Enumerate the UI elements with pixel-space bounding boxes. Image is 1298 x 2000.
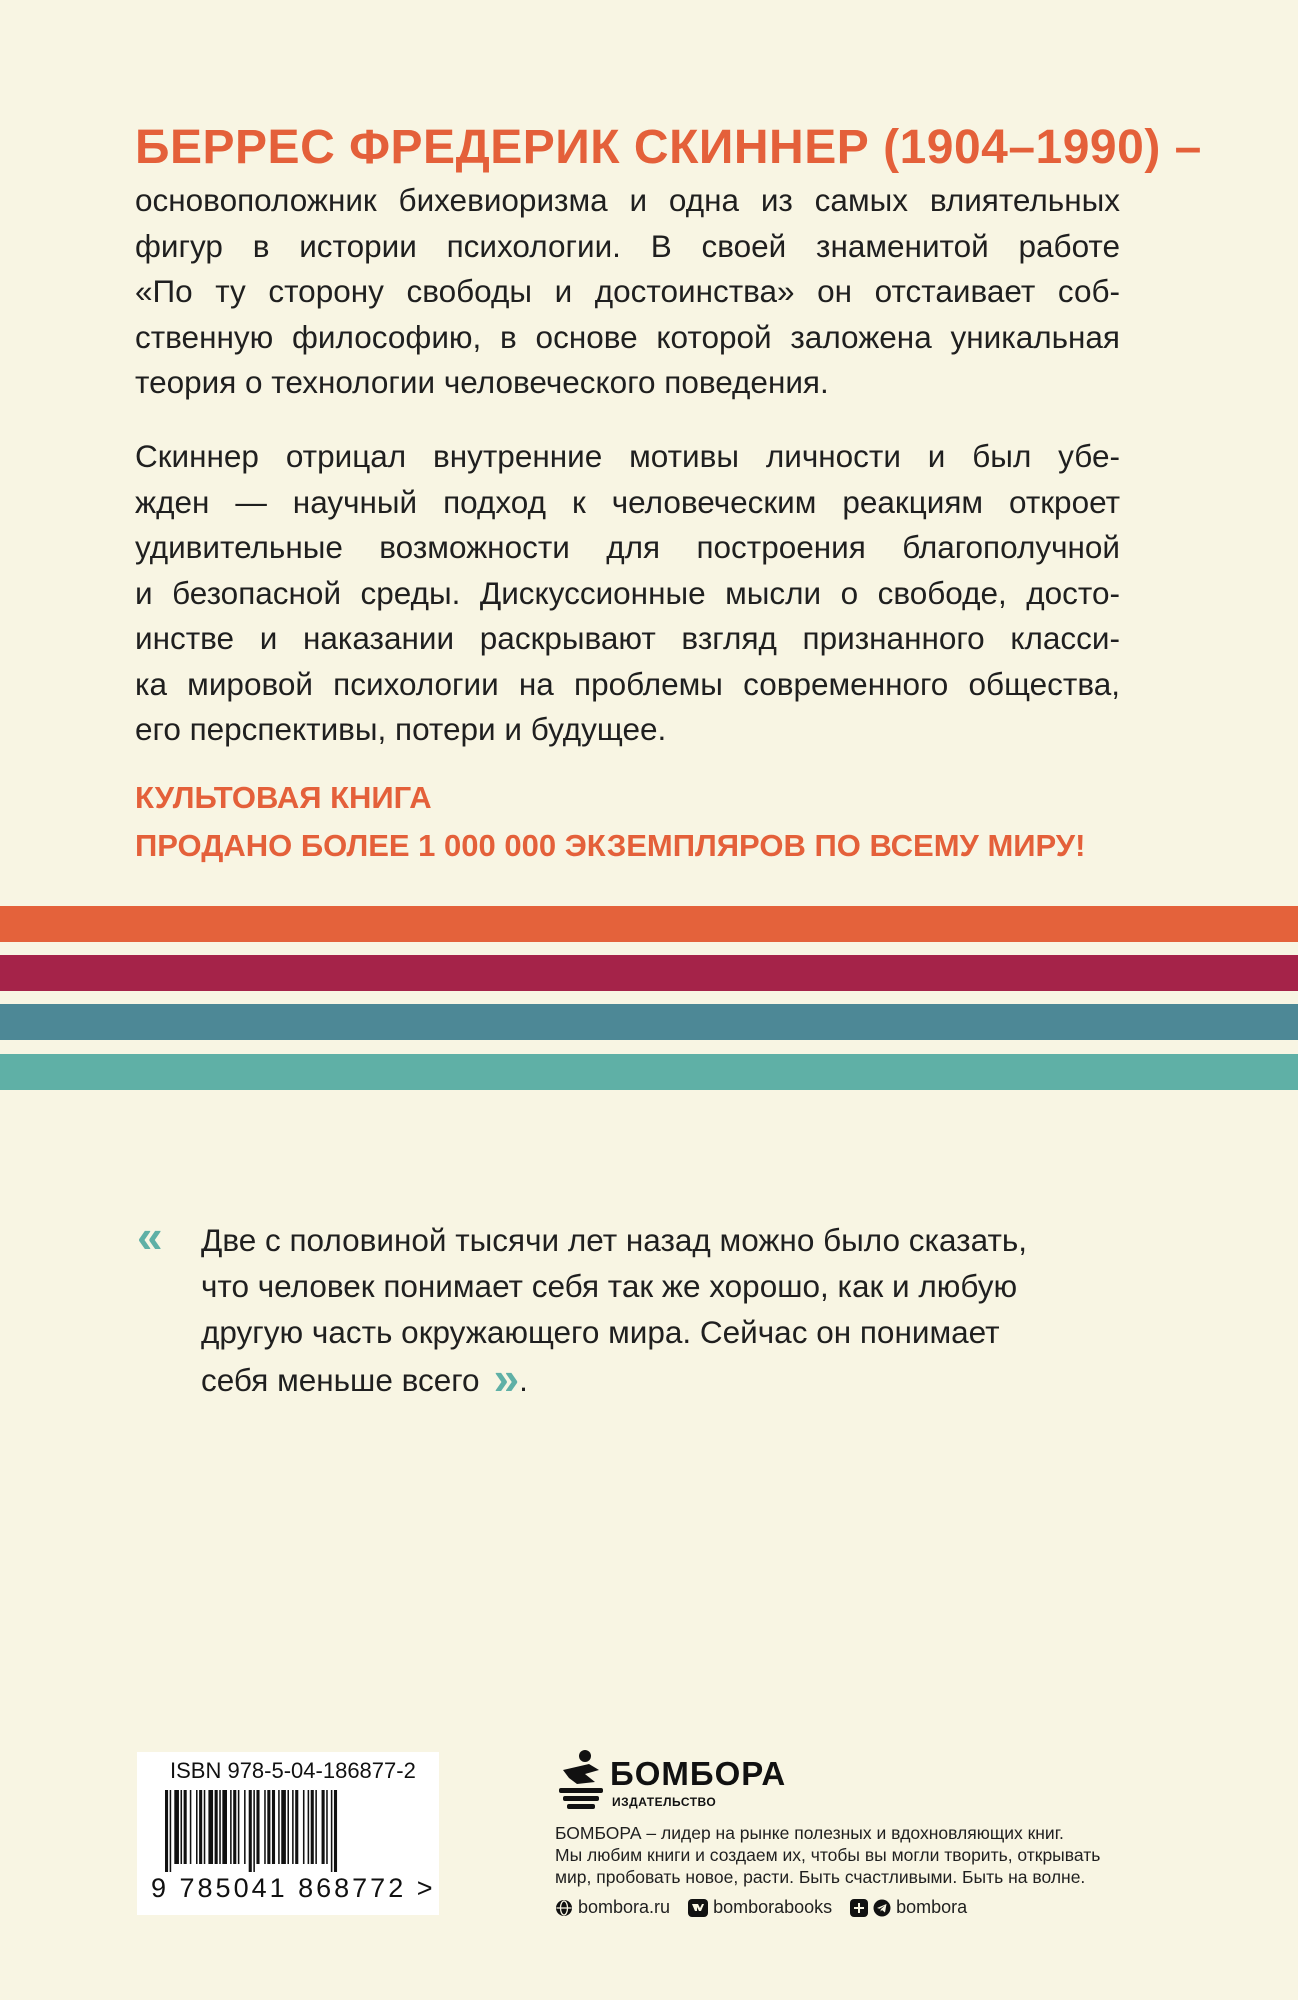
quote-line: себя меньше всего	[201, 1362, 480, 1398]
barcode-bar	[208, 1790, 213, 1864]
text-line: ственную философию, в основе которой заложена уникальная	[135, 318, 1120, 355]
decorative-stripe-blue	[0, 1004, 1298, 1040]
barcode-bar	[326, 1790, 328, 1864]
text-line: его перспективы, потери и будущее.	[135, 711, 667, 747]
decorative-stripe-crimson	[0, 955, 1298, 991]
text-line: жден — научный подход к человеческим реакциям откроет	[135, 483, 1120, 520]
plus-icon	[850, 1899, 868, 1917]
barcode-bar	[170, 1790, 172, 1872]
isbn-label: ISBN 978-5-04-186877-2	[170, 1758, 416, 1783]
text-line: теория о технологии человеческого поведения.	[135, 364, 829, 400]
barcode-bar	[253, 1790, 255, 1872]
text-line: БОМБОРА – лидер на рынке полезных и вдохновляющих книг.	[555, 1823, 1064, 1843]
vk-label: bomborabooks	[713, 1897, 833, 1917]
decorative-stripe-orange	[0, 906, 1298, 942]
barcode-bar	[331, 1790, 333, 1872]
barcode-bar	[272, 1790, 275, 1864]
barcode-bar	[256, 1790, 259, 1864]
barcode-bar	[196, 1790, 198, 1864]
barcode-bar	[233, 1790, 236, 1864]
text-line: и безопасной среды. Дискуссионные мысли о свободе, досто-	[135, 574, 1120, 611]
barcode-bar	[215, 1790, 218, 1864]
publisher-description	[555, 1822, 1135, 1888]
pull-quote	[137, 1210, 1117, 1404]
author-heading: БЕРРЕС ФРЕДЕРИК СКИННЕР (1904–1990) –	[135, 121, 1202, 174]
barcode-bar	[230, 1790, 232, 1864]
barcode-bar	[222, 1790, 227, 1864]
barcode-bar	[238, 1790, 240, 1864]
publisher-subtitle: ИЗДАТЕЛЬСТВО	[612, 1795, 717, 1809]
barcode-bar	[295, 1790, 298, 1864]
vk-link[interactable]	[688, 1897, 832, 1918]
barcode-bar	[190, 1790, 192, 1864]
barcode-bar	[278, 1790, 280, 1864]
barcode-bar	[303, 1790, 305, 1864]
isbn-barcode	[137, 1752, 439, 1915]
barcode-bar	[292, 1790, 294, 1864]
quote-line: что человек понимает себя так же хорошо, как и любую	[201, 1268, 1018, 1304]
text-line: ка мировой психологии на проблемы современного общества,	[135, 665, 1120, 702]
barcode-bar	[219, 1790, 221, 1864]
barcode-bar	[311, 1790, 314, 1864]
biography-paragraph	[135, 178, 1120, 406]
cult-book-tagline: КУЛЬТОВАЯ КНИГА	[135, 780, 432, 815]
text-line: «По ту сторону свободы и достоинства» он отстаивает соб-	[135, 273, 1120, 309]
barcode-icon	[165, 1790, 415, 1872]
telegram-label: bombora	[896, 1897, 968, 1917]
text-line: Скиннер отрицал внутренние мотивы личности и был убе-	[135, 438, 1120, 474]
barcode-bar	[199, 1790, 202, 1864]
isbn-digits: 9 785041 868772 >	[151, 1873, 436, 1903]
barcode-bar	[174, 1790, 179, 1864]
vk-icon	[688, 1899, 708, 1917]
barcode-bar	[184, 1790, 187, 1864]
open-quote-mark: «	[137, 1210, 163, 1262]
website-label: bombora.ru	[578, 1897, 671, 1917]
text-line: основоположник бихевиоризма и одна из самых влиятельных	[135, 182, 1120, 218]
barcode-bar	[322, 1790, 325, 1864]
barcode-bar	[249, 1790, 252, 1872]
quote-end-punct: .	[519, 1362, 528, 1398]
text-line: Мы любим книги и создаем их, чтобы вы могли творить, открывать	[555, 1845, 1101, 1865]
barcode-bar	[281, 1790, 286, 1864]
close-quote-mark: »	[493, 1352, 520, 1404]
barcode-bar	[204, 1790, 206, 1864]
text-line: удивительные возможности для построения благополучной	[135, 529, 1120, 565]
barcode-bar	[267, 1790, 270, 1864]
quote-line: Две с половиной тысячи лет назад можно было сказать,	[201, 1222, 1028, 1258]
copies-sold-tagline: ПРОДАНО БОЛЕЕ 1 000 000 ЭКЗЕМПЛЯРОВ ПО ВСЕМУ МИРУ!	[135, 828, 1086, 863]
barcode-bar	[287, 1790, 289, 1864]
website-link[interactable]	[555, 1897, 670, 1918]
barcode-bar	[308, 1790, 310, 1864]
summary-paragraph	[135, 434, 1120, 753]
telegram-icon	[873, 1899, 891, 1917]
text-line: мир, пробовать новое, расти. Быть счастливыми. Быть на волне.	[555, 1867, 1086, 1887]
social-links	[555, 1897, 985, 1918]
text-line: инстве и наказании раскрывают взгляд признанного класси-	[135, 620, 1120, 656]
bombora-runner-icon	[555, 1748, 607, 1810]
barcode-bar	[165, 1790, 168, 1872]
telegram-link[interactable]	[850, 1897, 967, 1918]
decorative-stripe-teal	[0, 1054, 1298, 1090]
globe-icon	[555, 1899, 573, 1917]
barcode-bar	[334, 1790, 337, 1872]
barcode-bar	[315, 1790, 317, 1864]
quote-line: другую часть окружающего мира. Сейчас он понимает	[201, 1314, 1000, 1350]
quote-last-line	[201, 1352, 1117, 1404]
barcode-bar	[181, 1790, 183, 1864]
barcode-bar	[244, 1790, 246, 1864]
text-line: фигур в истории психологии. В своей знаменитой работе	[135, 227, 1120, 264]
publisher-name: БОМБОРА	[610, 1755, 787, 1792]
barcode-bar	[264, 1790, 266, 1864]
